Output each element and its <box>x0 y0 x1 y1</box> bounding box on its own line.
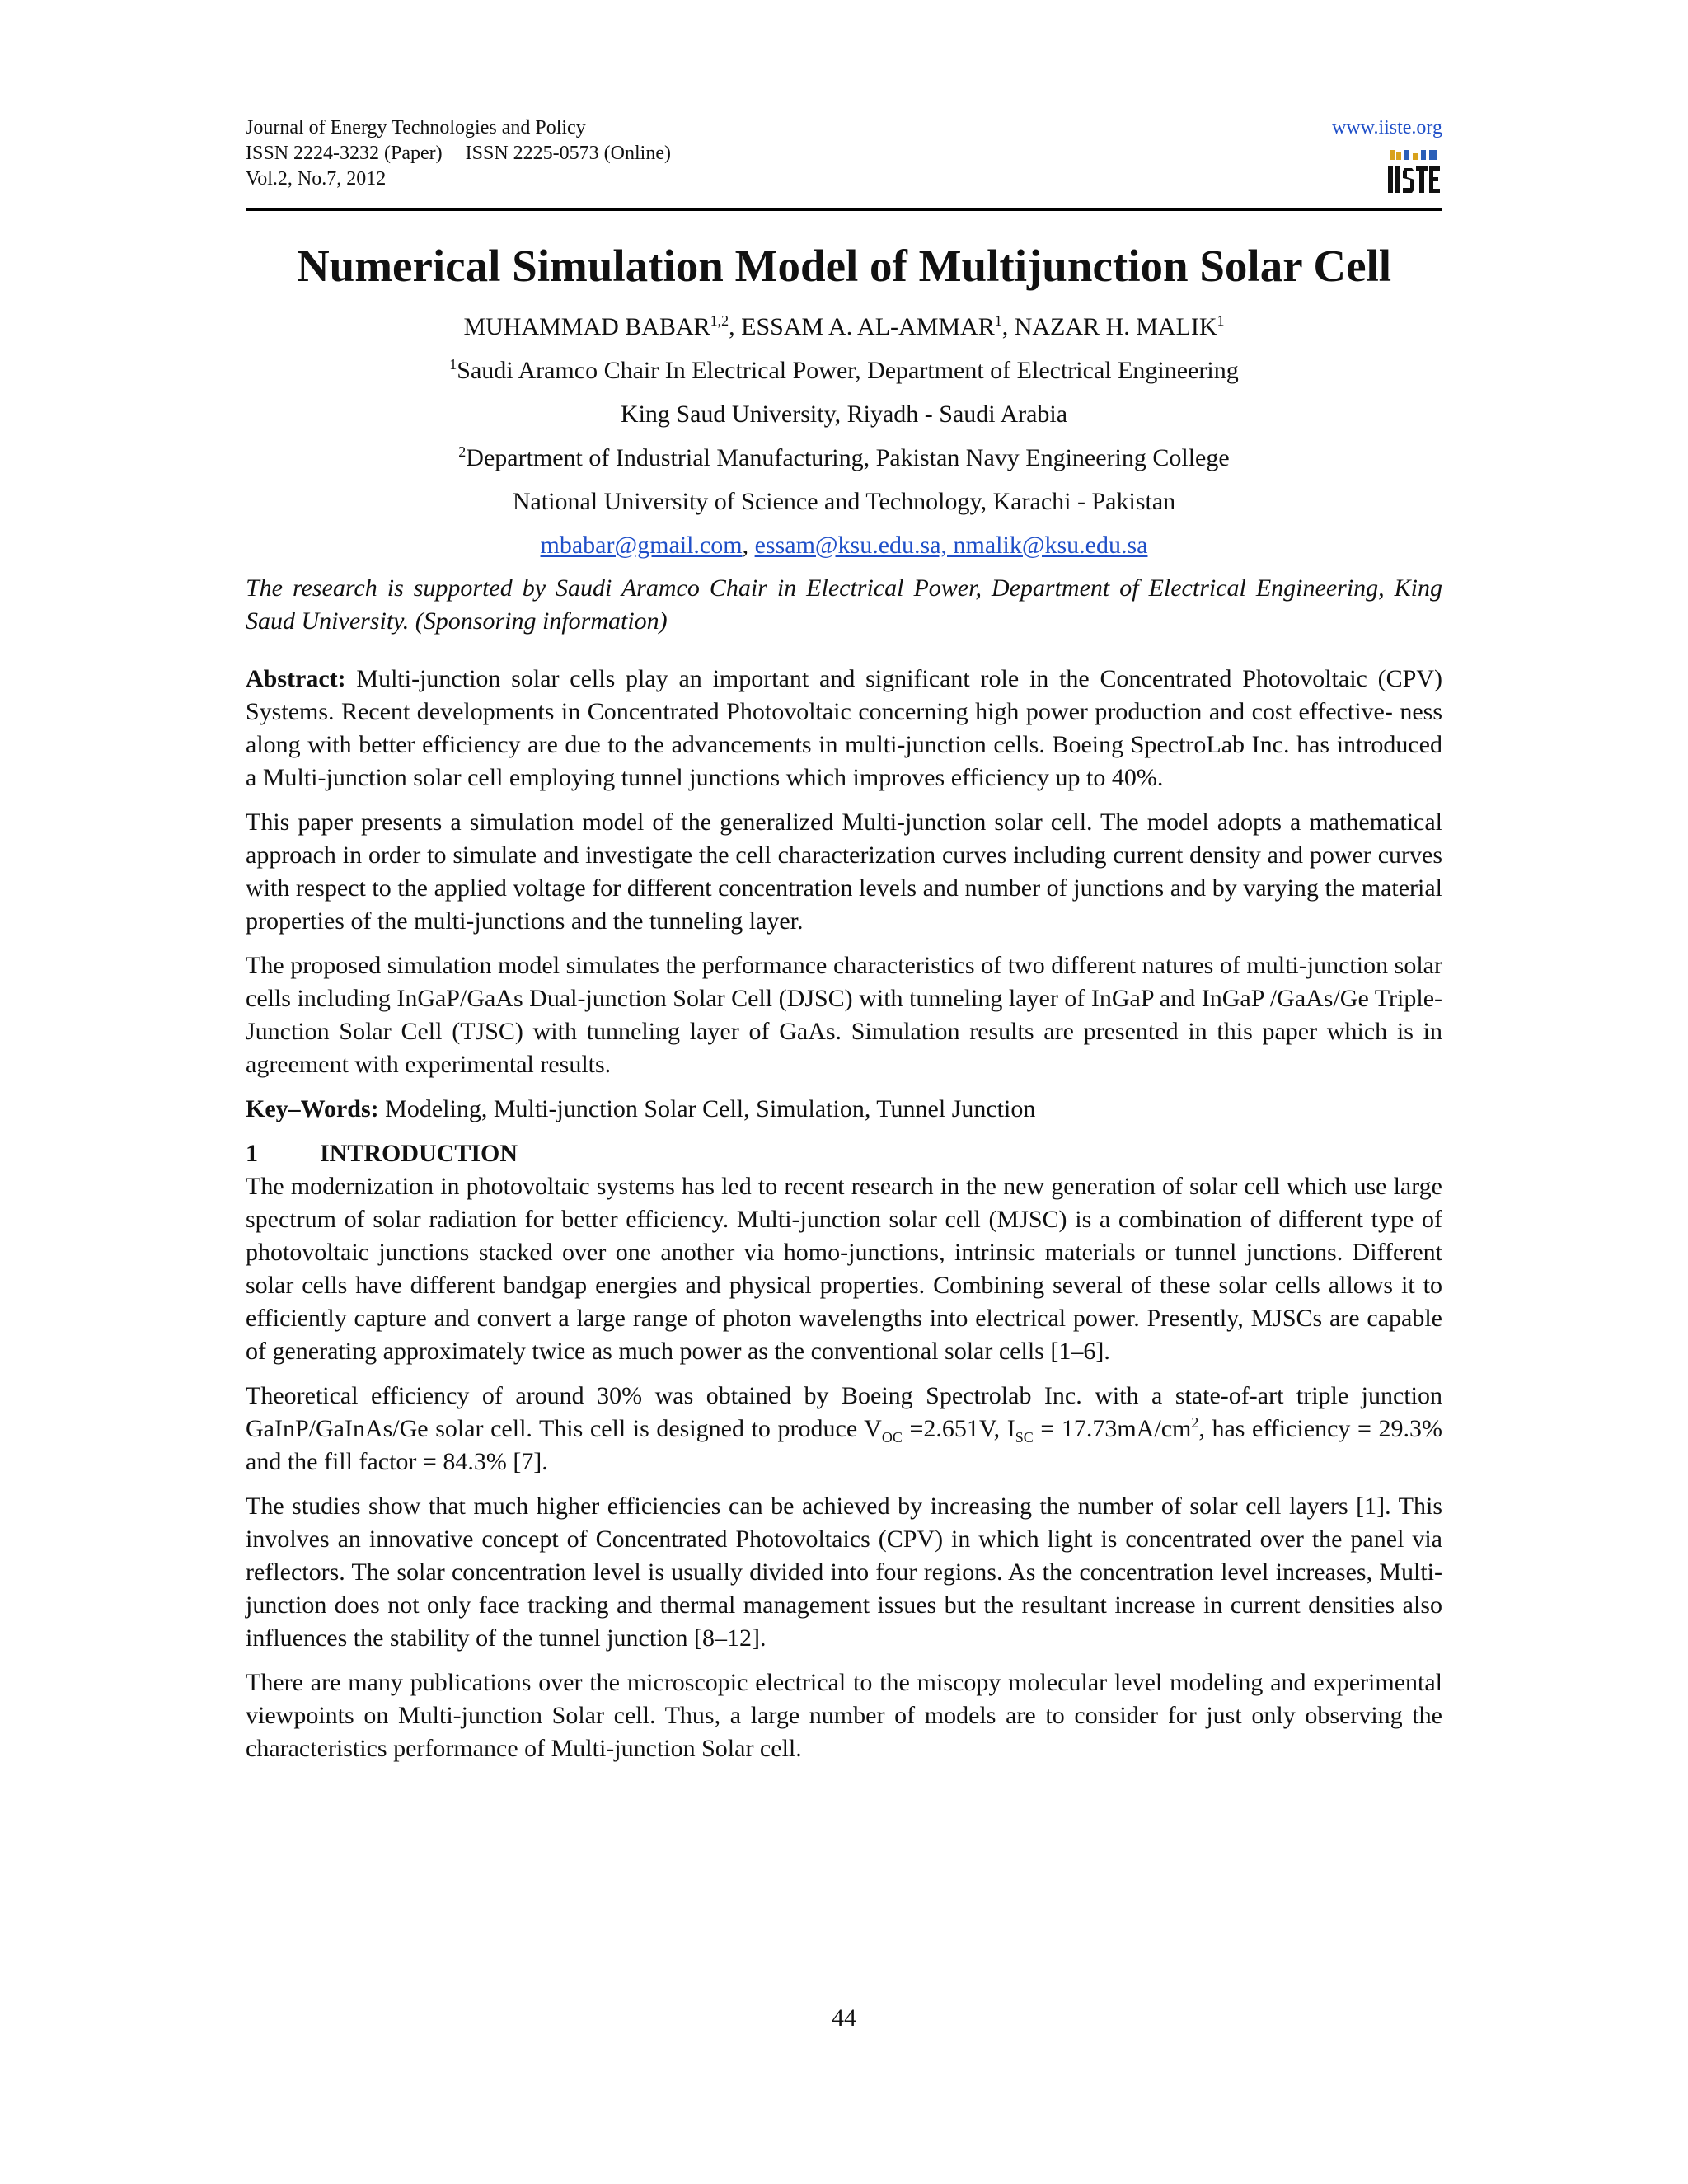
author-1-affil: 1,2 <box>710 312 729 329</box>
affiliation-1 <box>246 349 1442 392</box>
intro-p2-text-c: = 17.73mA/cm <box>1033 1415 1192 1442</box>
abstract-paragraph-3: The proposed simulation model simulates the performance characteristics of two different natures of multi-junction solar cells including InGaP/GaAs Dual-junction Solar Cell (DJSC) with tunneling layer of InGaP and InGaP /GaAs/Ge Triple-Junction Solar Cell (TJSC) with tunneling layer of GaAs. Simulation results are presented in this paper which is in agreement with experimental results. <box>246 952 1442 1078</box>
issn-paper: ISSN 2224-3232 (Paper) <box>246 143 443 164</box>
voc-subscript: OC <box>881 1429 903 1446</box>
isc-subscript: SC <box>1015 1429 1034 1446</box>
journal-url-link[interactable]: www.iiste.org <box>1332 117 1442 138</box>
sponsor-note: The research is supported by Saudi Aramco Chair in Electrical Power, Department of Electrical Engineering, King Saud University. (Sponsoring information) <box>246 574 1442 635</box>
keywords-text: Modeling, Multi-junction Solar Cell, Simulation, Tunnel Junction <box>378 1095 1036 1122</box>
paper-title: Numerical Simulation Model of Multijunction Solar Cell <box>296 241 1392 291</box>
issn-line <box>246 141 671 166</box>
email-link-babar[interactable]: mbabar@gmail.com <box>540 532 743 559</box>
author-3-affil: 1 <box>1217 312 1225 329</box>
journal-name: Journal of Energy Technologies and Policy <box>246 117 586 138</box>
journal-header <box>246 115 1442 213</box>
paper-page <box>246 115 1442 1777</box>
author-3: , NAZAR H. MALIK <box>1001 313 1217 340</box>
keywords-label: Key–Words: <box>246 1095 379 1122</box>
email-list <box>246 523 1442 567</box>
affiliation-2-location: National University of Science and Technology, Karachi - Pakistan <box>512 488 1176 515</box>
author-list <box>246 305 1442 349</box>
journal-info <box>246 115 671 192</box>
abstract-paragraph-1 <box>246 663 1442 794</box>
affiliation-2-mark: 2 <box>458 443 467 460</box>
affiliation-1-mark: 1 <box>449 356 457 373</box>
affiliation-2-line1: Department of Industrial Manufacturing, Pakistan Navy Engineering College <box>466 444 1230 471</box>
abstract-paragraph-2: This paper presents a simulation model of the generalized Multi-junction solar cell. The model adopts a mathematical approach in order to simulate and investigate the cell characterization curves including current density and power curves with respect to the applied voltage for different concentration levels and number of junctions and by varying the material properties of the multi-junctions and the tunneling layer. <box>246 808 1442 935</box>
affiliation-1-location: King Saud University, Riyadh - Saudi Arabia <box>620 401 1068 428</box>
section-heading-introduction <box>246 1137 1442 1170</box>
author-1: MUHAMMAD BABAR <box>463 313 710 340</box>
abstract-label: Abstract: <box>246 665 346 692</box>
intro-p2-text-b: =2.651V, I <box>902 1415 1015 1442</box>
issn-online: ISSN 2225-0573 (Online) <box>465 143 671 164</box>
intro-paragraph-4: There are many publications over the microscopic electrical to the miscopy molecular level modeling and experimental viewpoints on Multi-junction Solar cell. Thus, a large number of models are to consider for just only observing the characteristics performance of Multi-junction Solar cell. <box>246 1669 1442 1762</box>
affiliation-1-line1: Saudi Aramco Chair In Electrical Power, Department of Electrical Engineering <box>457 357 1239 384</box>
intro-paragraph-3: The studies show that much higher efficiencies can be achieved by increasing the number of solar cell layers [1]. This involves an innovative concept of Concentrated Photovoltaics (CPV) in which light is concentrated over the panel via reflectors. The solar concentration level is usually divided into four regions. As the concentration level increases, Multi-junction does not only face tracking and thermal management issues but the resultant increase in current densities also influences the stability of the tunnel junction [8–12]. <box>246 1493 1442 1652</box>
intro-paragraph-2 <box>246 1380 1442 1479</box>
author-2-affil: 1 <box>994 312 1002 329</box>
author-2: , ESSAM A. AL-AMMAR <box>729 313 995 340</box>
section-title: INTRODUCTION <box>320 1140 518 1167</box>
affiliation-2 <box>246 436 1442 480</box>
intro-p2-text-a: Theoretical efficiency of around 30% was obtained by Boeing Spectrolab Inc. with a state-of-art triple junction GaInP/GaInAs/Ge solar cell. This cell is designed to produce V <box>246 1382 1442 1442</box>
header-rule <box>246 208 1442 211</box>
intro-paragraph-1: The modernization in photovoltaic systems has led to recent research in the new generation of solar cell which use large spectrum of solar radiation for better efficiency. Multi-junction solar cell (MJSC) is a combination of different type of photovoltaic junctions stacked over one another via homo-junctions, intrinsic materials or tunnel junctions. Different solar cells have different bandgap energies and physical properties. Combining several of these solar cells allows it to efficiently capture and convert a large range of photon wavelengths into electrical power. Presently, MJSCs are capable of generating approximately twice as much power as the conventional solar cells [1–6]. <box>246 1173 1442 1365</box>
unit-superscript: 2 <box>1191 1414 1199 1431</box>
email-link-ksu[interactable]: essam@ksu.edu.sa, nmalik@ksu.edu.sa <box>754 532 1148 559</box>
email-separator: , <box>742 532 755 559</box>
abstract-text-1: Multi-junction solar cells play an important and significant role in the Concentrated Photovoltaic (CPV) Systems. Recent developments in Concentrated Photovoltaic concerning high power production and cost effective- ness along with better efficiency are due to the advancements in multi-junction cells. Boeing SpectroLab Inc. has introduced a Multi-junction solar cell employing tunnel junctions which improves efficiency up to 40%. <box>246 665 1442 791</box>
iiste-logo <box>1385 148 1442 196</box>
intro-p2-text-d: , has efficiency = 29.3% and the fill factor = 84.3% [7]. <box>246 1415 1442 1475</box>
page-number: 44 <box>832 2004 856 2032</box>
volume-info: Vol.2, No.7, 2012 <box>246 168 387 190</box>
section-number: 1 <box>246 1140 258 1167</box>
journal-url-block <box>1332 115 1442 141</box>
keywords <box>246 1093 1442 1126</box>
